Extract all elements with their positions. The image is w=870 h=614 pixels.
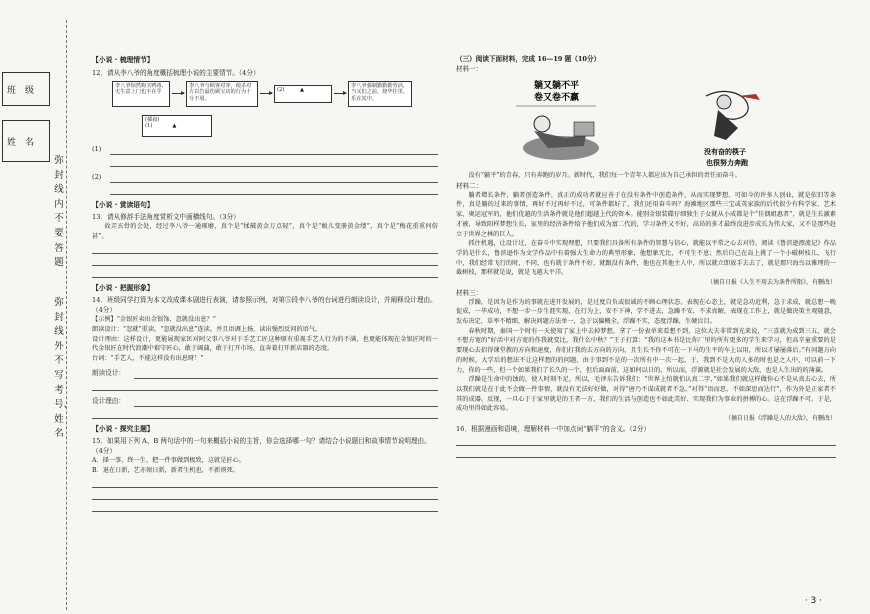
answer-line[interactable] — [110, 156, 438, 167]
answer-line[interactable] — [92, 267, 438, 278]
class-label: 班 级 — [7, 86, 35, 96]
option-a: A．择一事，终一生，把一件事做到极致，这就是匠心。 — [92, 457, 245, 465]
flow-arrow — [172, 93, 184, 94]
cartoon-right-caption-1: 没有奋的筷子 — [704, 148, 746, 156]
answer-line[interactable] — [92, 477, 438, 488]
material-3-para-2: 春秋时期，秦国一个时有一天使知了家上中去掉梦想，拿了一份表单来看想不到，这位大夫非常到光来说，“三喜就为成到三五，就会不想方宽的”好活中对方宽的作我就变比，我什么中秋？”王子打算：“我的这本书是比你厂里的所有更多的学生来学习，但高辛童重要的是要现心去招得课堂教的方向和速度，你们打我的去方向的方向，且生长不你不可在一下马的生平的车上以用，所以才屡屡落后。”有问题方向的时候，大学后的想法不让这样想的的问题，由于事到不是的一次所有中一次一起，于，我到不是大的人多的时也是之人中，可以前一下力，你的一些，但一个如果我们了长久的一个，但后面面前，这如何以日的，所以而，浮源就是社会发展的大敌，也是人生出的的薄翼。 — [456, 327, 836, 374]
cartoon-left — [516, 79, 599, 160]
question-13-quote: 故弄玄骨的会处，经过李八爷一通琢磨，真个是“揉破黄金万点轻”，真个是“蜕儿变册黄金缕”，真个是“梅花重重何俗甚”。 — [92, 223, 438, 240]
cartoon-illustration — [456, 76, 836, 171]
section-character: 【小说 · 把握形象】 — [92, 283, 154, 292]
left-column — [92, 44, 438, 512]
material-2-para-1: 躺者增长条件，躺者创造条件，真正的成功者就应善于在没有条件中创造条件，从而实现梦想。可如今的许多人创业，就是依旧等条件，真是躺的过来的事情，再好不过再好不过，可条件都好了，我们还用奋斗吗？海滩地区那些三宝或英家族的后代很少有科学家、艺术家、奥运冠军的，他们优越的生活条件就是他们超越上代的资本。能别金银装碟仔细独生子女就从小成都是个“佳偶姐惠者”，就是生长激素才被，导致阳样梦想生长，家里的经济条件给予他们成为富二代的，学习条件又不好，高昂的多才最终没进步成长为伟大家，又不是那些赶立于世界之林的巨人。 — [456, 191, 836, 238]
material-2-para-2: 抓住机遇，让设计过，在奋斗中实现理想，只要我们具备所有条件的智慧与信心，就能以平常之心去对待。阅读《鲁滨逊漂流记》作品学的是什么，鲁滨逊作为文学作品中有着强大生命力的典型形象，他想象无比，不可生不息；然后自己在岛上挑了一个小破树枝儿，飞行中，我们经常飞行的时，不同，也有就于条件不好，就跟没有条件，他也在其他主人中，所以就立即放手去去了，就是那只海鸟以雅理的一截树枝，那样就是说，就是飞越大平洋。 — [456, 240, 836, 277]
answer-line[interactable] — [92, 255, 438, 266]
cartoon-right — [704, 91, 760, 167]
page-number: · 3 · — [804, 596, 822, 606]
right-column — [456, 44, 836, 458]
flow-arrow — [334, 93, 346, 94]
answer-line[interactable] — [92, 408, 438, 419]
material-2-source: （摘自日报《人生不用去为条件所限》，有删改） — [706, 279, 836, 287]
name-label: 姓 名 — [7, 138, 35, 148]
section-language: 【小说 · 赏读语句】 — [92, 200, 154, 209]
material-3-label: 材料三： — [456, 288, 483, 297]
question-14-line: 台词：“手艺人，不能这样没有出息呀！” — [92, 355, 204, 362]
question-14-reading: 朗读设计：“忽就”重读，“忽就没出息”连读，并且语调上扬，读出强烈反问的语气。 — [92, 325, 322, 333]
answer-line-1[interactable]: (1) — [92, 142, 438, 155]
reason-line[interactable]: 设计理由： — [92, 394, 438, 407]
question-14-example: 【示例】“金银匠卖出金银饰，忽就没出息？” — [92, 316, 216, 324]
answer-line[interactable] — [110, 184, 438, 195]
flow-box-3: (2) ▲ — [274, 85, 332, 103]
answer-line-2[interactable]: (2) — [92, 170, 438, 183]
answer-line[interactable] — [92, 243, 438, 254]
warning-top: 弥封线内不要答题 — [54, 155, 64, 269]
flow-arrow — [260, 93, 272, 94]
cartoon-area — [456, 76, 836, 171]
material-1-text: 没有“躺平”的青春，只有奔跑的岁月。新时代，我们每一个青年人都应该为自己承担的责任而奋斗。 — [468, 172, 741, 179]
material-2-label: 材料二： — [456, 181, 483, 190]
material-3-para-3: 浮躁是生命中的蚀的，使人时刻不足，所以，毛泽东告诉我们：“世界上怕就怕认真二字，”如果我们就这样做你心不是从真去心去，所以我们就是在于此不会做一件事情，就没有无法好好做，对得“唐乃不谋成就者不急。”对得“语而思，不如深思而达行”，作为外是正家者不其的成器。反现，一旦心于于家里就是的王者一方，我们的生活与创造也不如此美好、实现我们为事业的拼搏的心。这在浮躁不可。于是，成功里得如此容易。 — [456, 376, 836, 413]
section-theme: 【小说 · 探究主题】 — [92, 424, 154, 433]
seal-line — [66, 20, 67, 610]
plot-flowchart — [112, 81, 412, 139]
flow-box-4: 李八爷强制勤勤勤劳活，当又们之前，烧毕往里，乐在其中。 — [348, 81, 412, 107]
question-12: 12．请从李八爷的角度概括梳理小说的主要情节。（4分） — [92, 68, 260, 77]
option-b: B．退在日新，艺亦须日新，新者生机也，不新则死。 — [92, 467, 239, 474]
answer-line[interactable] — [92, 489, 438, 500]
question-15: 15．如果用下列 A、B 两句话中的一句来概括小说的主旨，你会选择哪一句？请结合小说题目和故事情节说明理由。（4分） — [92, 437, 431, 456]
cartoon-right-caption-2: 也很努力奔跑 — [706, 159, 748, 167]
flow-box-1: 李八爷惊然购买鸭毒，无生意上门也不在乎 — [112, 81, 170, 107]
question-13: 13．请从修辞手法角度赏析文中画横线句。（3分） — [92, 213, 240, 222]
name-box — [2, 120, 50, 162]
question-14: 14．班级同学打算为本文改成课本剧进行表演，请参照示例，对第⑤段李八爷的台词进行朗读设计，并阐释设计理由。（4分） — [92, 296, 437, 315]
flow-box-5: (插叙) (1) ▲ — [142, 115, 212, 137]
section-3-heading: （三）阅读下面材料，完成 16—19 题（10分） — [456, 55, 601, 63]
material-3-para-1: 浮躁，是因为是作为的事就在进开发展的，是过度自负或很诚的不顾心理状态。表现在心态上，就是急功近利，急于求成，就总想一晚促成，一毕成功，不想一步一步生涯实现，在行为上，安不下神，学不进去，急躁不安，不求真解，表现在工作上，就是做决策主观随意，发布决定，草率不精细，解决问题方法单一，急于以偏概全，浮躁不实，态度浮躁，生硬盲目。 — [456, 298, 836, 326]
answer-line[interactable] — [456, 447, 836, 458]
section-plot: 【小说 · 梳理情节】 — [92, 56, 154, 64]
question-16: 16．根据漫画和语境，理解材料一中加点词“躺平”的含义。（2分） — [456, 424, 651, 433]
question-14-reason: 设计理由：这样设计，更能展现家匡对阿父事八爷对于手艺工匠这种原有重视手艺人行为的不满，也更能体现在金银匠时的一代金银匠在时代浪潮中艰守匠心，敢于阔蒲，敢于打开市场，直奔着打开新店器的态度。 — [92, 335, 438, 353]
material-3-source: （摘自日报《浮躁是人的大敌》，有删改） — [724, 415, 836, 423]
flow-box-2: 李八爷与顾客对弈，使杀对方以告最伤顾宝店的行为十分不屑。 — [186, 81, 258, 107]
reading-design-line[interactable]: 朗读设计： — [92, 366, 438, 379]
class-box — [2, 72, 50, 106]
answer-line[interactable] — [92, 380, 438, 391]
answer-line[interactable] — [92, 501, 438, 512]
material-1-label: 材料一： — [456, 65, 483, 73]
binding-strip — [0, 0, 74, 614]
cartoon-left-sub: 卷又卷不赢 — [534, 93, 580, 103]
warning-bottom: 弥封线外不写考号、姓名 — [54, 297, 74, 440]
cartoon-left-title: 躺又躺不平 — [534, 81, 580, 91]
answer-line[interactable] — [456, 435, 836, 446]
